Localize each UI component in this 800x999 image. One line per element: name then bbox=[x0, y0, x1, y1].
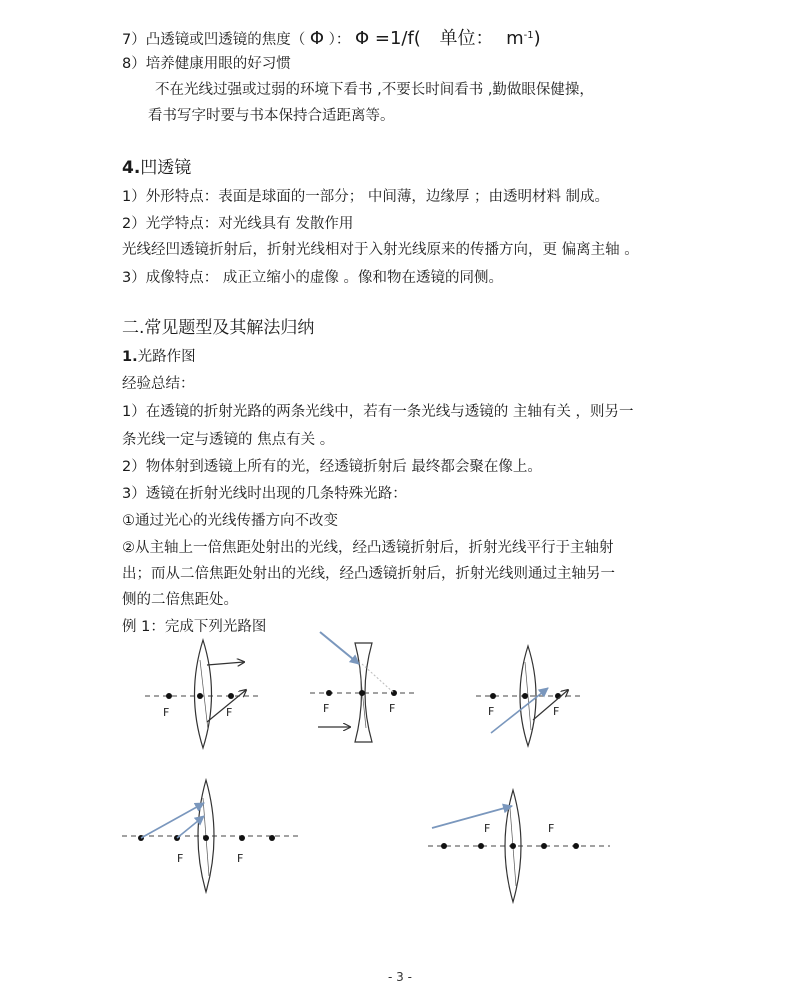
unit-exponent: -1 bbox=[523, 30, 534, 41]
optical-center bbox=[510, 843, 516, 849]
incident-ray bbox=[141, 803, 204, 838]
focal-label: F bbox=[177, 852, 184, 865]
rule-3: 3）透镜在折射光线时出现的几条特殊光路： bbox=[122, 486, 407, 502]
concave-shape-feature: 1）外形特点：表面是球面的一部分； 中间薄，边缘厚 ；由透明材料 制成。 bbox=[122, 189, 610, 205]
focal-label: F bbox=[226, 706, 233, 719]
focal-point bbox=[166, 693, 172, 699]
focal-label: F bbox=[548, 822, 555, 835]
refracted-ray bbox=[207, 662, 244, 665]
focal-point bbox=[326, 690, 332, 696]
focal-label: F bbox=[163, 706, 170, 719]
unit: m bbox=[506, 27, 524, 49]
unit-label: 单位： bbox=[439, 27, 494, 49]
section-2-heading: 二.常见题型及其解法归纳 bbox=[122, 318, 315, 338]
object-point bbox=[269, 835, 275, 841]
focal-point bbox=[239, 835, 245, 841]
phi-symbol: Φ bbox=[309, 27, 325, 49]
item-7-prefix: 7）凸透镜或凹透镜的焦度（ bbox=[122, 31, 306, 48]
experience-summary-label: 经验总结： bbox=[122, 376, 195, 392]
incident-ray bbox=[432, 806, 512, 828]
focal-label: F bbox=[389, 702, 396, 715]
optical-center bbox=[522, 693, 528, 699]
item-8-line-1: 不在光线过强或过弱的环境下看书 ,不要长时间看书 ,勤做眼保健操， bbox=[155, 82, 594, 98]
optical-center bbox=[359, 690, 365, 696]
diagram-3-convex-lens bbox=[476, 646, 583, 746]
focal-label: F bbox=[484, 822, 491, 835]
special-ray-2-line-3: 侧的二倍焦距处。 bbox=[122, 592, 238, 608]
rule-2: 2）物体射到透镜上所有的光，经透镜折射后 最终都会聚在像上。 bbox=[122, 459, 542, 475]
convex-lens-shape bbox=[195, 640, 212, 748]
special-ray-2-line-2: 出；而从二倍焦距处射出的光线，经凸透镜折射后，折射光线则通过主轴另一 bbox=[122, 566, 615, 582]
item-7-close: ) bbox=[533, 27, 541, 49]
item-7-mid: ）： bbox=[328, 31, 351, 48]
concave-refraction-note: 光线经凹透镜折射后，折射光线相对于入射光线原来的传播方向，更 偏离主轴 。 bbox=[122, 242, 639, 258]
focal-label: F bbox=[553, 705, 560, 718]
diagram-5-convex-lens bbox=[428, 790, 610, 902]
item-8-title: 8）培养健康用眼的好习惯 bbox=[122, 56, 291, 72]
concave-optical-feature: 2）光学特点：对光线具有 发散作用 bbox=[122, 216, 354, 232]
focal-point bbox=[541, 843, 547, 849]
optical-center bbox=[203, 835, 209, 841]
diagram-4-convex-lens bbox=[122, 780, 302, 892]
diagram-1-convex-lens bbox=[145, 640, 258, 748]
focal-label: F bbox=[488, 705, 495, 718]
optical-center bbox=[197, 693, 203, 699]
page-number: - 3 - bbox=[388, 970, 412, 984]
incident-ray bbox=[320, 632, 359, 664]
focal-label: F bbox=[323, 702, 330, 715]
focal-point bbox=[478, 843, 484, 849]
special-ray-2-line-1: ②从主轴上一倍焦距处射出的光线，经凸透镜折射后，折射光线平行于主轴射 bbox=[122, 540, 614, 556]
focal-point bbox=[228, 693, 234, 699]
object-point bbox=[441, 843, 447, 849]
refracted-ray bbox=[533, 690, 568, 720]
rule-1-line-2: 条光线一定与透镜的 焦点有关 。 bbox=[122, 432, 335, 448]
special-ray-1: ①通过光心的光线传播方向不改变 bbox=[122, 513, 338, 529]
focal-point bbox=[490, 693, 496, 699]
incident-ray bbox=[177, 816, 204, 838]
subsection-1-title: 光路作图 bbox=[137, 349, 196, 365]
focal-label: F bbox=[237, 852, 244, 865]
object-point bbox=[573, 843, 579, 849]
subsection-1-number: 1. bbox=[122, 349, 138, 365]
item-8-line-2: 看书写字时要与书本保持合适距离等。 bbox=[148, 108, 395, 124]
example-1-label: 例 1：完成下列光路图 bbox=[122, 619, 267, 635]
focal-power-formula: Φ =1/f( bbox=[354, 27, 421, 49]
diagram-2-concave-lens bbox=[310, 632, 415, 742]
section-4-title: 凹透镜 bbox=[140, 158, 192, 178]
section-4-number: 4. bbox=[122, 158, 141, 178]
concave-imaging-feature: 3）成像特点： 成正立缩小的虚像 。像和物在透镜的同侧。 bbox=[122, 270, 503, 286]
rule-1-line-1: 1）在透镜的折射光路的两条光线中，若有一条光线与透镜的 主轴有关 ，则另一 bbox=[122, 404, 634, 420]
